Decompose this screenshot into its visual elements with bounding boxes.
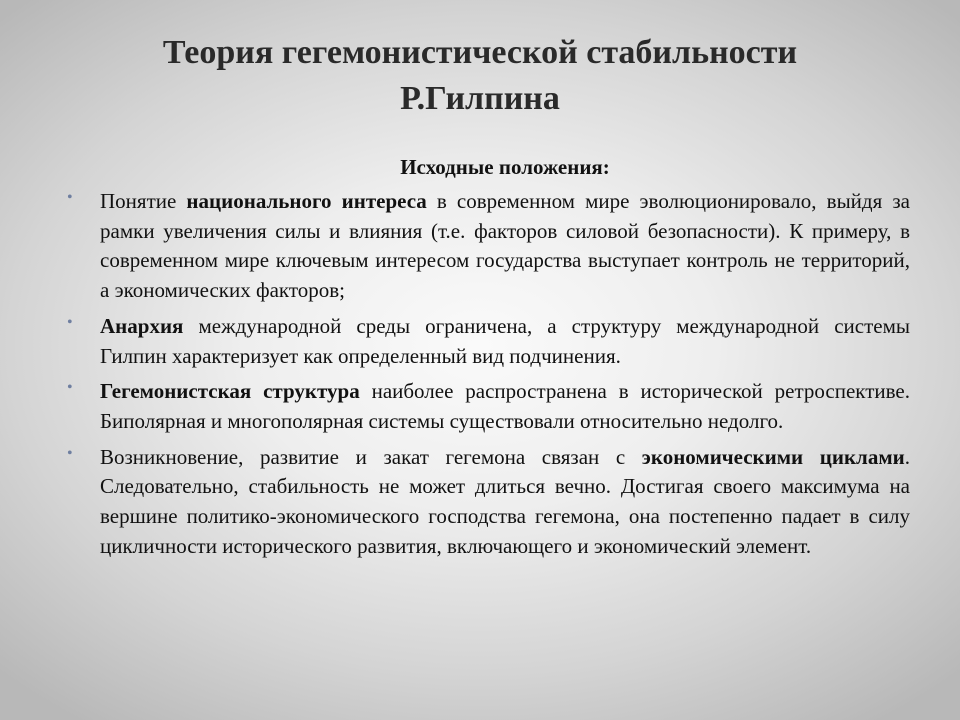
bullet-item — [67, 377, 911, 436]
slide-title-line-1: Теория гегемонистической стабильности — [162, 34, 798, 71]
slide-title-line-2: Р.Гилпина — [400, 80, 560, 117]
slide-subtitle: Исходные положения: — [400, 155, 610, 179]
bullet-text: Возникновение, развитие и закат гегемона связан с — [100, 444, 642, 469]
bullet-text: . Следовательно, стабильность не может длиться вечно. Достигая своего максимума на вершине политико-экономического господства гегемона, она постепенно падает в силу цикличности исторического развития, включающего и экономический элемент. — [100, 444, 910, 558]
bullet-emphasis: экономическими циклами — [641, 444, 905, 469]
bullet-item — [67, 312, 910, 371]
bullet-emphasis: национального интереса — [186, 189, 427, 213]
bullet-dot-icon: • — [67, 189, 73, 206]
bullet-emphasis: Гегемонистская структура — [100, 379, 360, 404]
bullet-dot-icon: • — [67, 444, 73, 462]
bullet-item — [67, 443, 910, 562]
bullet-dot-icon: • — [67, 313, 73, 331]
bullet-text: международной среды ограничена, а структуру международной системы Гилпин характеризует как определенный вид подчинения. — [100, 313, 910, 368]
bullet-dot-icon: • — [67, 379, 73, 397]
bullet-text: Понятие — [100, 189, 187, 213]
slide-title — [60, 30, 900, 122]
bullet-list — [67, 187, 911, 567]
bullet-text: в современном мире эволюционировало, выйдя за рамки увеличения силы и влияния (т.е. факторов силовой безопасности). К примеру, в современном мире ключевым интересом государства выступает контроль не территорий, а экономических факторов; — [100, 189, 910, 303]
bullet-emphasis: Анархия — [100, 313, 184, 338]
bullet-text: наиболее распространена в исторической ретроспективе. Биполярная и многополярная системы существовали относительно недолго. — [100, 379, 911, 433]
bullet-item — [67, 187, 910, 306]
